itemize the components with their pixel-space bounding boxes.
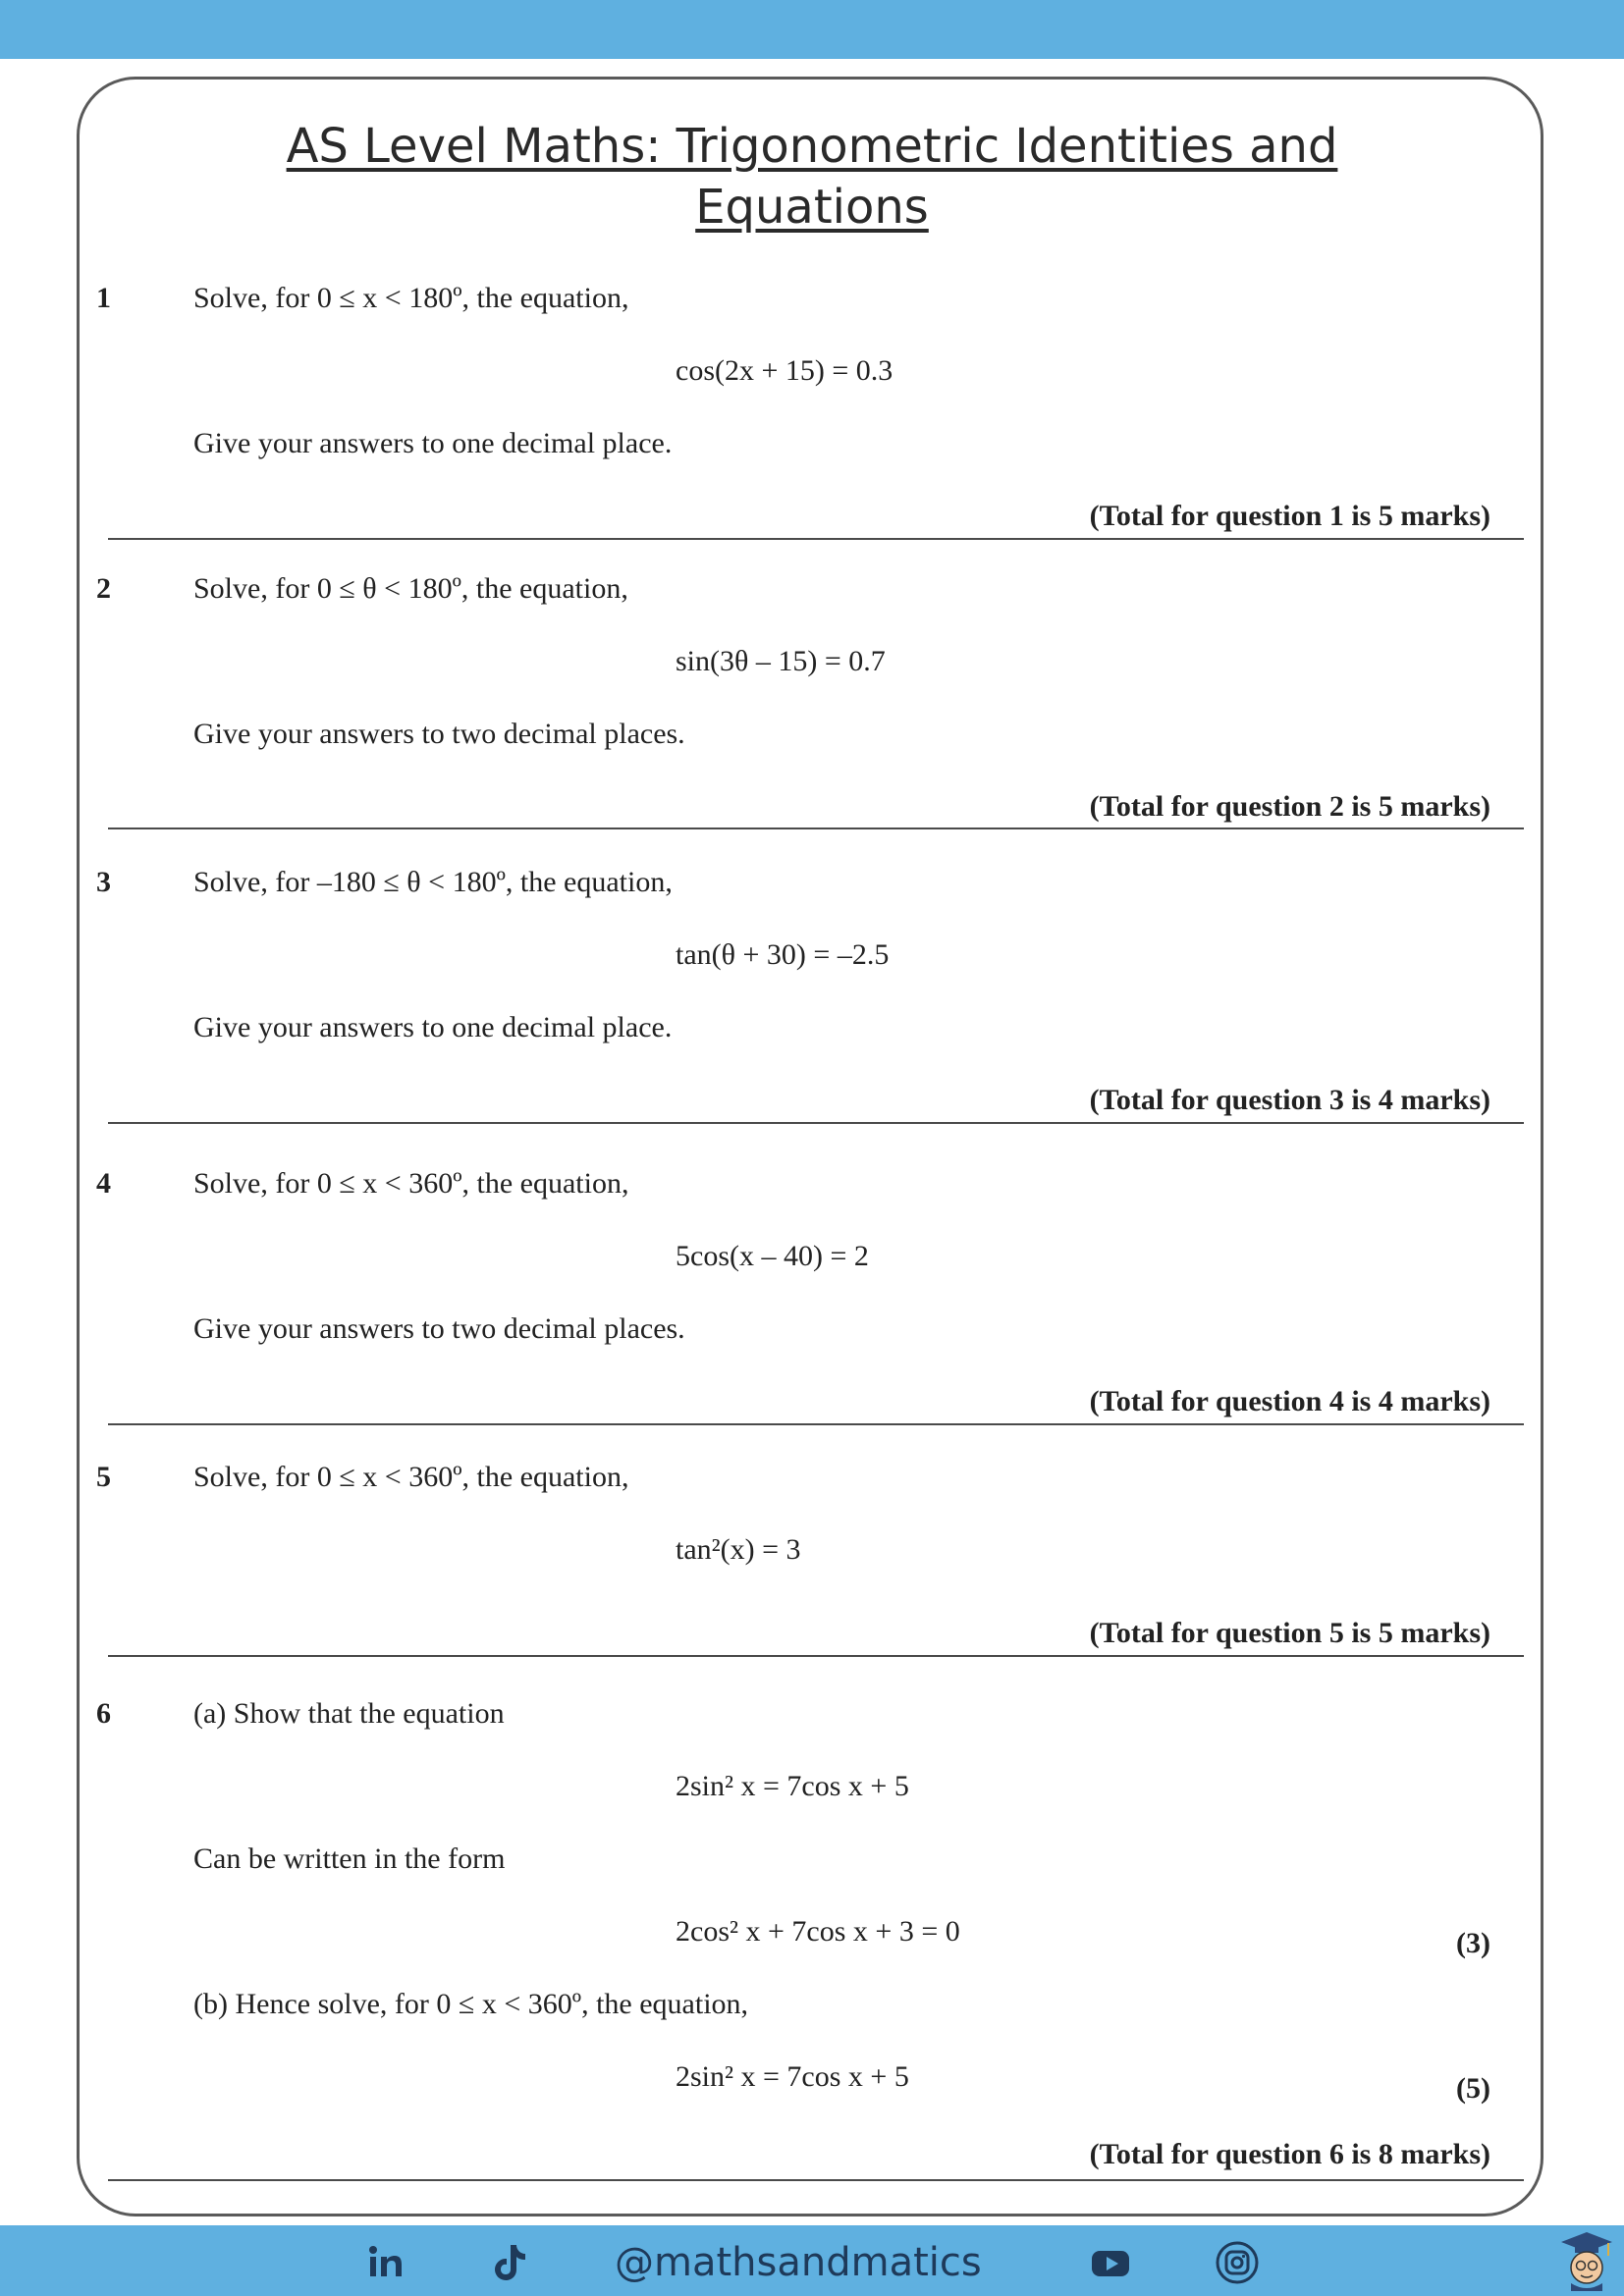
question-number: 3 <box>96 866 111 898</box>
question-equation: sin(3θ – 15) = 0.7 <box>676 645 886 677</box>
question-equation: cos(2x + 15) = 0.3 <box>676 354 893 387</box>
question-total: (Total for question 6 is 8 marks) <box>1089 2138 1490 2170</box>
question-part-a-prompt: (a) Show that the equation <box>193 1697 505 1730</box>
page-title <box>0 116 1624 238</box>
divider <box>108 1423 1524 1425</box>
question-total: (Total for question 3 is 4 marks) <box>1089 1084 1490 1116</box>
social-handle[interactable]: @mathsandmatics <box>615 2240 982 2285</box>
question-prompt: Solve, for 0 ≤ x < 360º, the equation, <box>193 1167 629 1200</box>
question-total: (Total for question 2 is 5 marks) <box>1089 790 1490 823</box>
question-equation: tan²(x) = 3 <box>676 1533 801 1566</box>
question-equation: 5cos(x – 40) = 2 <box>676 1240 869 1272</box>
question-number: 6 <box>96 1697 111 1730</box>
part-b-marks: (5) <box>1456 2072 1490 2105</box>
question-number: 5 <box>96 1461 111 1493</box>
question-prompt: Solve, for 0 ≤ θ < 180º, the equation, <box>193 572 628 605</box>
question-prompt: Solve, for 0 ≤ x < 360º, the equation, <box>193 1461 629 1493</box>
question-number: 2 <box>96 572 111 605</box>
divider <box>108 2179 1524 2181</box>
instagram-icon[interactable] <box>1216 2241 1259 2284</box>
question-total: (Total for question 5 is 5 marks) <box>1089 1617 1490 1649</box>
top-banner <box>0 0 1624 59</box>
title-line-2: Equations <box>695 180 929 235</box>
question-prompt: Solve, for 0 ≤ x < 180º, the equation, <box>193 282 629 314</box>
question-connector: Can be written in the form <box>193 1842 506 1875</box>
question-instruction: Give your answers to two decimal places. <box>193 718 685 750</box>
question-equation: 2sin² x = 7cos x + 5 <box>676 1770 909 1802</box>
question-target-form: 2cos² x + 7cos x + 3 = 0 <box>676 1915 960 1948</box>
divider <box>108 1122 1524 1124</box>
worksheet-frame <box>77 77 1543 2216</box>
question-number: 1 <box>96 282 111 314</box>
question-instruction: Give your answers to two decimal places. <box>193 1312 685 1345</box>
question-equation: tan(θ + 30) = –2.5 <box>676 938 890 971</box>
divider <box>108 1655 1524 1657</box>
title-line-1: AS Level Maths: Trigonometric Identities and <box>286 119 1338 174</box>
linkedin-icon[interactable] <box>364 2241 407 2284</box>
divider <box>108 828 1524 829</box>
youtube-icon[interactable] <box>1089 2241 1132 2284</box>
question-number: 4 <box>96 1167 111 1200</box>
question-part-b-prompt: (b) Hence solve, for 0 ≤ x < 360º, the equation, <box>193 1988 749 2020</box>
tiktok-icon[interactable] <box>487 2241 530 2284</box>
question-instruction: Give your answers to one decimal place. <box>193 1011 673 1043</box>
mascot-logo-icon <box>1557 2228 1616 2291</box>
question-prompt: Solve, for –180 ≤ θ < 180º, the equation, <box>193 866 673 898</box>
divider <box>108 538 1524 540</box>
part-a-marks: (3) <box>1456 1927 1490 1959</box>
question-equation: 2sin² x = 7cos x + 5 <box>676 2060 909 2093</box>
question-total: (Total for question 1 is 5 marks) <box>1089 500 1490 532</box>
question-instruction: Give your answers to one decimal place. <box>193 427 673 459</box>
question-total: (Total for question 4 is 4 marks) <box>1089 1385 1490 1417</box>
